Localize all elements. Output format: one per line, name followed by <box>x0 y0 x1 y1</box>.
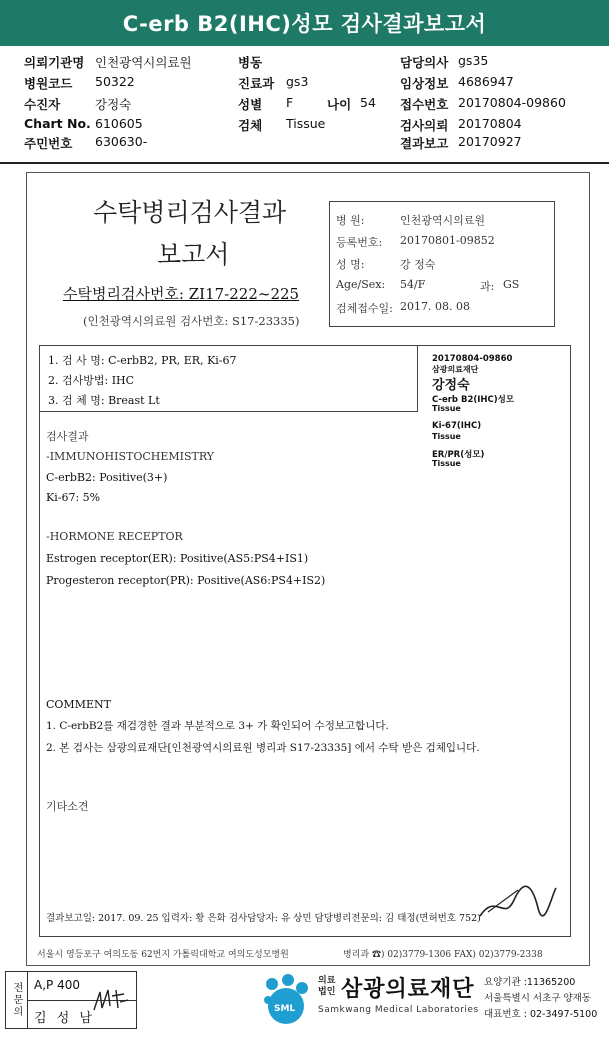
patient-label: 성 명: <box>336 258 365 271</box>
info-value: Tissue <box>286 116 326 131</box>
result-frame <box>39 345 571 937</box>
pathologist-signature-icon <box>478 882 558 922</box>
license-number: A,P 400 <box>34 978 80 992</box>
corp-small-2: 법인 <box>318 987 336 997</box>
company-name: 삼광의료재단 <box>341 977 475 1002</box>
sml-badge: SML <box>274 1004 296 1014</box>
comment-line: 2. 본 검사는 삼광의료재단[인천광역시의료원 병리과 S17-23335] 에서 수탁 받은 검체입니다. <box>46 742 480 754</box>
exam-line: 2. 검사방법: IHC <box>48 374 135 387</box>
consignment-number: 수탁병리검사번호: ZI17-222~225 <box>63 285 300 303</box>
info-value: 인천광역시의료원 <box>95 55 192 70</box>
info-value: 20170927 <box>458 134 522 149</box>
patient-info-box <box>329 201 555 327</box>
sticker-org: 삼광의료재단 <box>432 365 479 374</box>
other-findings-heading: 기타소견 <box>46 800 89 813</box>
scanned-report <box>26 172 590 966</box>
info-label: 임상정보 <box>400 76 449 91</box>
company-address: 서울특별시 서초구 양재동 <box>484 993 591 1004</box>
sticker-test: Ki-67(IHC) <box>432 421 482 431</box>
hospital-test-number: (인천광역시의료원 검사번호: S17-23335) <box>83 314 300 328</box>
sticker-code: 20170804-09860 <box>432 354 513 364</box>
report-footer <box>0 968 609 1039</box>
info-label: 수진자 <box>24 97 61 112</box>
info-value: F <box>286 95 294 110</box>
hormone-heading: -HORMONE RECEPTOR <box>46 530 183 543</box>
comment-heading: COMMENT <box>46 698 111 711</box>
result-heading: 검사결과 <box>46 430 89 443</box>
info-value: 630630- <box>95 134 148 149</box>
info-value: gs35 <box>458 53 489 68</box>
hospital-address: 서울시 영등포구 여의도동 62번지 가톨릭대학교 여의도성모병원 <box>37 950 289 960</box>
report-info-grid <box>0 46 609 164</box>
institution-code: 요양기관 :11365200 <box>484 977 576 988</box>
scan-subtitle-report: 보고서 <box>157 240 230 269</box>
dept-label: 과: <box>480 280 495 293</box>
patient-value: 54/F <box>400 278 426 291</box>
age-label: 나이 <box>327 97 352 112</box>
info-value: gs3 <box>286 74 309 89</box>
info-label: 검사의뢰 <box>400 118 449 133</box>
specialist-name: 김 성 남 <box>34 1011 95 1026</box>
ihc-heading: -IMMUNOHISTOCHEMISTRY <box>46 450 215 463</box>
info-value: 4686947 <box>458 74 514 89</box>
patient-label: 등록번호: <box>336 236 383 249</box>
info-label: 병동 <box>238 55 263 70</box>
sticker-specimen: Tissue <box>432 459 461 468</box>
specialist-vertical-label: 전문의 <box>6 972 28 1028</box>
specimen-label-sticker <box>432 354 570 470</box>
exam-info-box <box>40 346 418 412</box>
patient-value: 2017. 08. 08 <box>400 300 470 313</box>
info-label: Chart No. <box>24 116 91 131</box>
sticker-specimen: Tissue <box>432 404 461 413</box>
info-label: 접수번호 <box>400 97 449 112</box>
hormone-result: Progesteron receptor(PR): Positive(AS6:PS4+IS2) <box>46 574 326 587</box>
patient-label: Age/Sex: <box>336 278 386 291</box>
info-value: 강정숙 <box>95 97 132 112</box>
exam-line: 1. 검 사 명: C-erbB2, PR, ER, Ki-67 <box>48 354 237 367</box>
info-label: 주민번호 <box>24 136 73 151</box>
hospital-phone: 병리과 ☎) 02)3779-1306 FAX) 02)3779-2338 <box>343 950 543 960</box>
report-title: C-erb B2(IHC)성모 검사결과보고서 <box>0 0 609 46</box>
info-label: 결과보고 <box>400 136 449 151</box>
sticker-specimen: Tissue <box>432 432 461 441</box>
info-value: 610605 <box>95 116 143 131</box>
info-label: 담당의사 <box>400 55 449 70</box>
dept-value: GS <box>503 278 520 291</box>
ihc-result: C-erbB2: Positive(3+) <box>46 471 168 484</box>
age-value: 54 <box>360 95 376 110</box>
sticker-test: ER/PR(성모) <box>432 450 485 460</box>
info-value: 50322 <box>95 74 135 89</box>
ihc-result: Ki-67: 5% <box>46 491 101 504</box>
patient-value: 강 정숙 <box>400 258 436 271</box>
info-label: 검체 <box>238 118 263 133</box>
scan-title: 수탁병리검사결과 <box>93 198 287 227</box>
company-english-name: Samkwang Medical Laboratories <box>318 1005 479 1015</box>
info-value: 20170804 <box>458 116 522 131</box>
specialist-signature-icon <box>90 986 130 1016</box>
sticker-test: C-erb B2(IHC)성모 <box>432 395 515 405</box>
patient-value: 20170801-09852 <box>400 234 495 247</box>
specialist-stamp-box <box>5 971 137 1029</box>
info-label: 병원코드 <box>24 76 73 91</box>
info-label: 성별 <box>238 97 263 112</box>
sml-logo-icon <box>262 972 310 1026</box>
info-label: 진료과 <box>238 76 275 91</box>
info-label: 의뢰기관명 <box>24 55 85 70</box>
comment-line: 1. C-erbB2를 재검경한 결과 부분적으로 3+ 가 확인되어 수정보고합니다. <box>46 720 389 732</box>
patient-label: 병 원: <box>336 214 365 227</box>
hormone-result: Estrogen receptor(ER): Positive(AS5:PS4+IS1) <box>46 552 309 565</box>
sticker-name: 강정숙 <box>432 378 470 393</box>
exam-line: 3. 검 체 명: Breast Lt <box>48 394 160 407</box>
patient-label: 검체접수일: <box>336 302 393 315</box>
info-value: 20170804-09860 <box>458 95 566 110</box>
report-signature-line: 결과보고일: 2017. 09. 25 입력자: 황 은화 검사담당자: 유 상민 담당병리전문의: 김 태정(면허번호 752) <box>46 913 481 924</box>
company-phone: 대표번호 : 02-3497-5100 <box>484 1009 598 1020</box>
corp-small-1: 의료 <box>318 976 336 986</box>
patient-value: 인천광역시의료원 <box>400 214 486 227</box>
